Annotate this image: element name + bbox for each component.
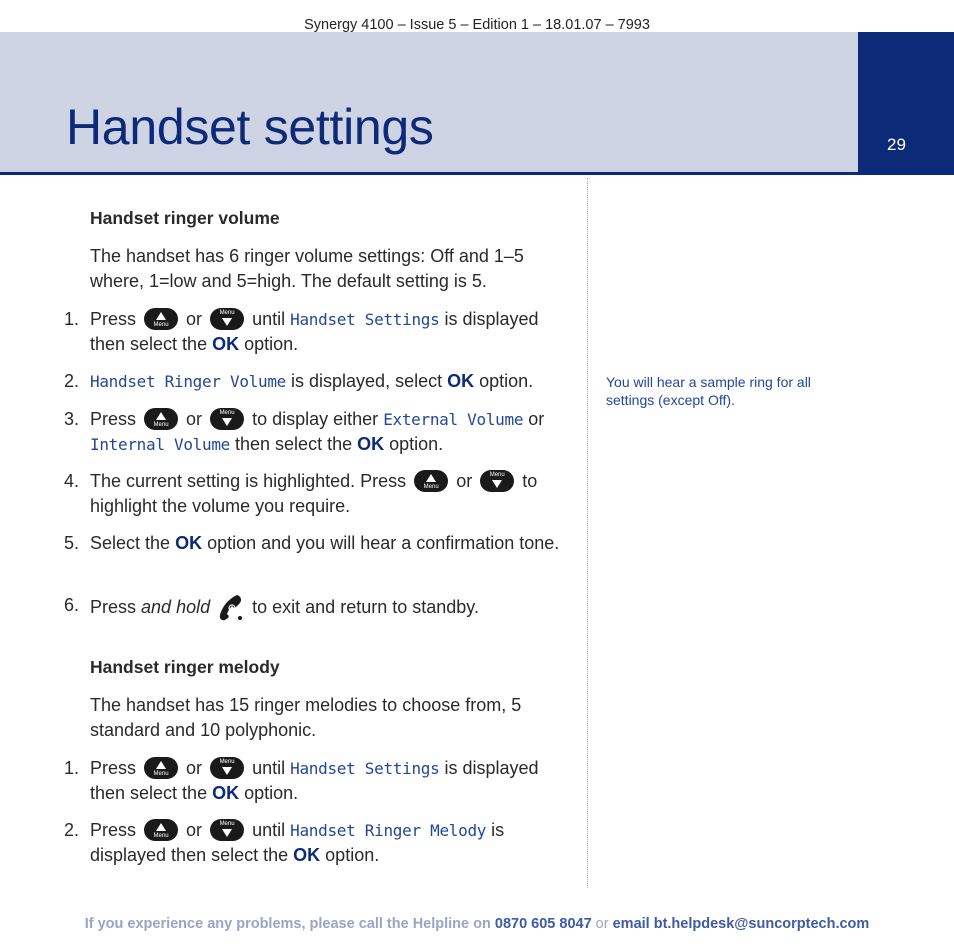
key-label: Menu bbox=[153, 833, 169, 839]
footer-text: If you experience any problems, please call the Helpline on bbox=[84, 916, 491, 932]
down-arrow-menu-key-icon bbox=[480, 470, 514, 492]
step-text-part: is displayed then select the bbox=[90, 820, 505, 865]
step-text bbox=[90, 593, 564, 621]
ok-softkey-label: OK bbox=[212, 334, 240, 354]
end-call-phone-key-icon bbox=[218, 593, 244, 621]
step-text-part: to highlight the volume you require. bbox=[90, 471, 538, 516]
key-label: Menu bbox=[219, 759, 235, 765]
up-arrow-menu-key-icon bbox=[414, 470, 448, 492]
step-number: 4. bbox=[64, 471, 80, 491]
step-text-part: option and you will hear a confirmation tone. bbox=[207, 533, 560, 553]
step-number: 1. bbox=[64, 309, 80, 329]
helpline-phone: 0870 605 8047 bbox=[494, 916, 592, 932]
melody-intro: The handset has 15 ringer melodies to choose from, 5 standard and 10 polyphonic. bbox=[90, 695, 522, 740]
step-text-part: or bbox=[528, 409, 545, 429]
section-heading-melody: Handset ringer melody bbox=[90, 657, 280, 677]
step-text-part: option. bbox=[479, 371, 534, 391]
key-label: Menu bbox=[153, 322, 169, 328]
step-text-part: Press bbox=[90, 309, 137, 329]
step-text-part: to exit and return to standby. bbox=[252, 597, 479, 617]
emphasis-text: and hold bbox=[141, 597, 211, 617]
ok-softkey-label: OK bbox=[175, 533, 203, 553]
step-number: 2. bbox=[64, 371, 80, 391]
down-arrow-menu-key-icon bbox=[210, 408, 244, 430]
down-arrow-menu-key-icon bbox=[210, 819, 244, 841]
helpline-email: email bt.helpdesk@suncorptech.com bbox=[612, 916, 870, 932]
step-text bbox=[90, 756, 564, 806]
step-text bbox=[90, 818, 564, 868]
key-label: Menu bbox=[153, 771, 169, 777]
key-label: Menu bbox=[489, 472, 505, 478]
down-arrow-menu-key-icon bbox=[210, 757, 244, 779]
step-text-part: is displayed, select bbox=[291, 371, 443, 391]
step-text-part: until bbox=[252, 309, 286, 329]
display-text: Handset Ringer Volume bbox=[90, 372, 286, 391]
up-arrow-menu-key-icon bbox=[144, 308, 178, 330]
down-arrow-menu-key-icon bbox=[210, 308, 244, 330]
volume-intro: The handset has 6 ringer volume settings: Off and 1–5 where, 1=low and 5=high. The default setting is 5. bbox=[90, 246, 524, 291]
helpline-footer bbox=[0, 916, 954, 932]
step-text-part: Press bbox=[90, 409, 137, 429]
step-text bbox=[90, 369, 564, 394]
display-text: External Volume bbox=[383, 410, 524, 429]
page-title: Handset settings bbox=[66, 99, 434, 155]
key-label: Menu bbox=[153, 422, 169, 428]
step-text-part: is displayed then select the bbox=[90, 309, 539, 354]
step-text-part: Select the bbox=[90, 533, 171, 553]
ok-softkey-label: OK bbox=[447, 371, 475, 391]
step-number: 1. bbox=[64, 758, 80, 778]
step-text-part: or bbox=[186, 758, 203, 778]
page-number: 29 bbox=[887, 135, 906, 154]
ok-softkey-label: OK bbox=[212, 783, 240, 803]
step-number: 3. bbox=[64, 409, 80, 429]
key-label: Menu bbox=[219, 410, 235, 416]
step-text-part: Press bbox=[90, 597, 137, 617]
step-text-part: then select the bbox=[235, 434, 353, 454]
step-text-part: Press bbox=[90, 758, 137, 778]
display-text: Internal Volume bbox=[90, 435, 230, 454]
step-text-part: or bbox=[456, 471, 473, 491]
display-text: Handset Settings bbox=[290, 310, 440, 329]
step-text-part: or bbox=[186, 409, 203, 429]
step-text-part: to display either bbox=[252, 409, 379, 429]
step-text-part: Press bbox=[90, 820, 137, 840]
up-arrow-menu-key-icon bbox=[144, 408, 178, 430]
up-arrow-menu-key-icon bbox=[144, 819, 178, 841]
key-label: Menu bbox=[219, 821, 235, 827]
display-text: Handset Settings bbox=[290, 759, 440, 778]
footer-text: or bbox=[595, 916, 609, 932]
step-text-part: is displayed then select the bbox=[90, 758, 539, 803]
step-text-part: until bbox=[252, 820, 286, 840]
step-text-part: option. bbox=[325, 845, 380, 865]
key-label: Menu bbox=[219, 310, 235, 316]
step-text-part: until bbox=[252, 758, 286, 778]
up-arrow-menu-key-icon bbox=[144, 757, 178, 779]
ok-softkey-label: OK bbox=[357, 434, 385, 454]
step-text-part: option. bbox=[244, 334, 299, 354]
key-label: Menu bbox=[423, 484, 439, 490]
side-note: You will hear a sample ring for all settings (except Off). bbox=[606, 374, 811, 408]
step-number: 6. bbox=[64, 595, 80, 615]
display-text: Handset Ringer Melody bbox=[290, 821, 487, 840]
step-text bbox=[90, 531, 564, 556]
step-text bbox=[90, 407, 564, 457]
step-number: 5. bbox=[64, 533, 80, 553]
header-rule bbox=[0, 172, 954, 175]
section-heading-volume: Handset ringer volume bbox=[90, 208, 280, 228]
step-text bbox=[90, 307, 564, 357]
step-text-part: option. bbox=[244, 783, 299, 803]
step-number: 2. bbox=[64, 820, 80, 840]
step-text-part: or bbox=[186, 309, 203, 329]
step-text-part: option. bbox=[389, 434, 444, 454]
step-text-part: or bbox=[186, 820, 203, 840]
step-text-part: The current setting is highlighted. Press bbox=[90, 471, 407, 491]
document-reference: Synergy 4100 – Issue 5 – Edition 1 – 18.01.07 – 7993 bbox=[304, 17, 650, 33]
column-divider bbox=[587, 178, 588, 888]
ok-softkey-label: OK bbox=[293, 845, 321, 865]
step-text bbox=[90, 469, 564, 519]
page-number-box bbox=[858, 32, 954, 172]
